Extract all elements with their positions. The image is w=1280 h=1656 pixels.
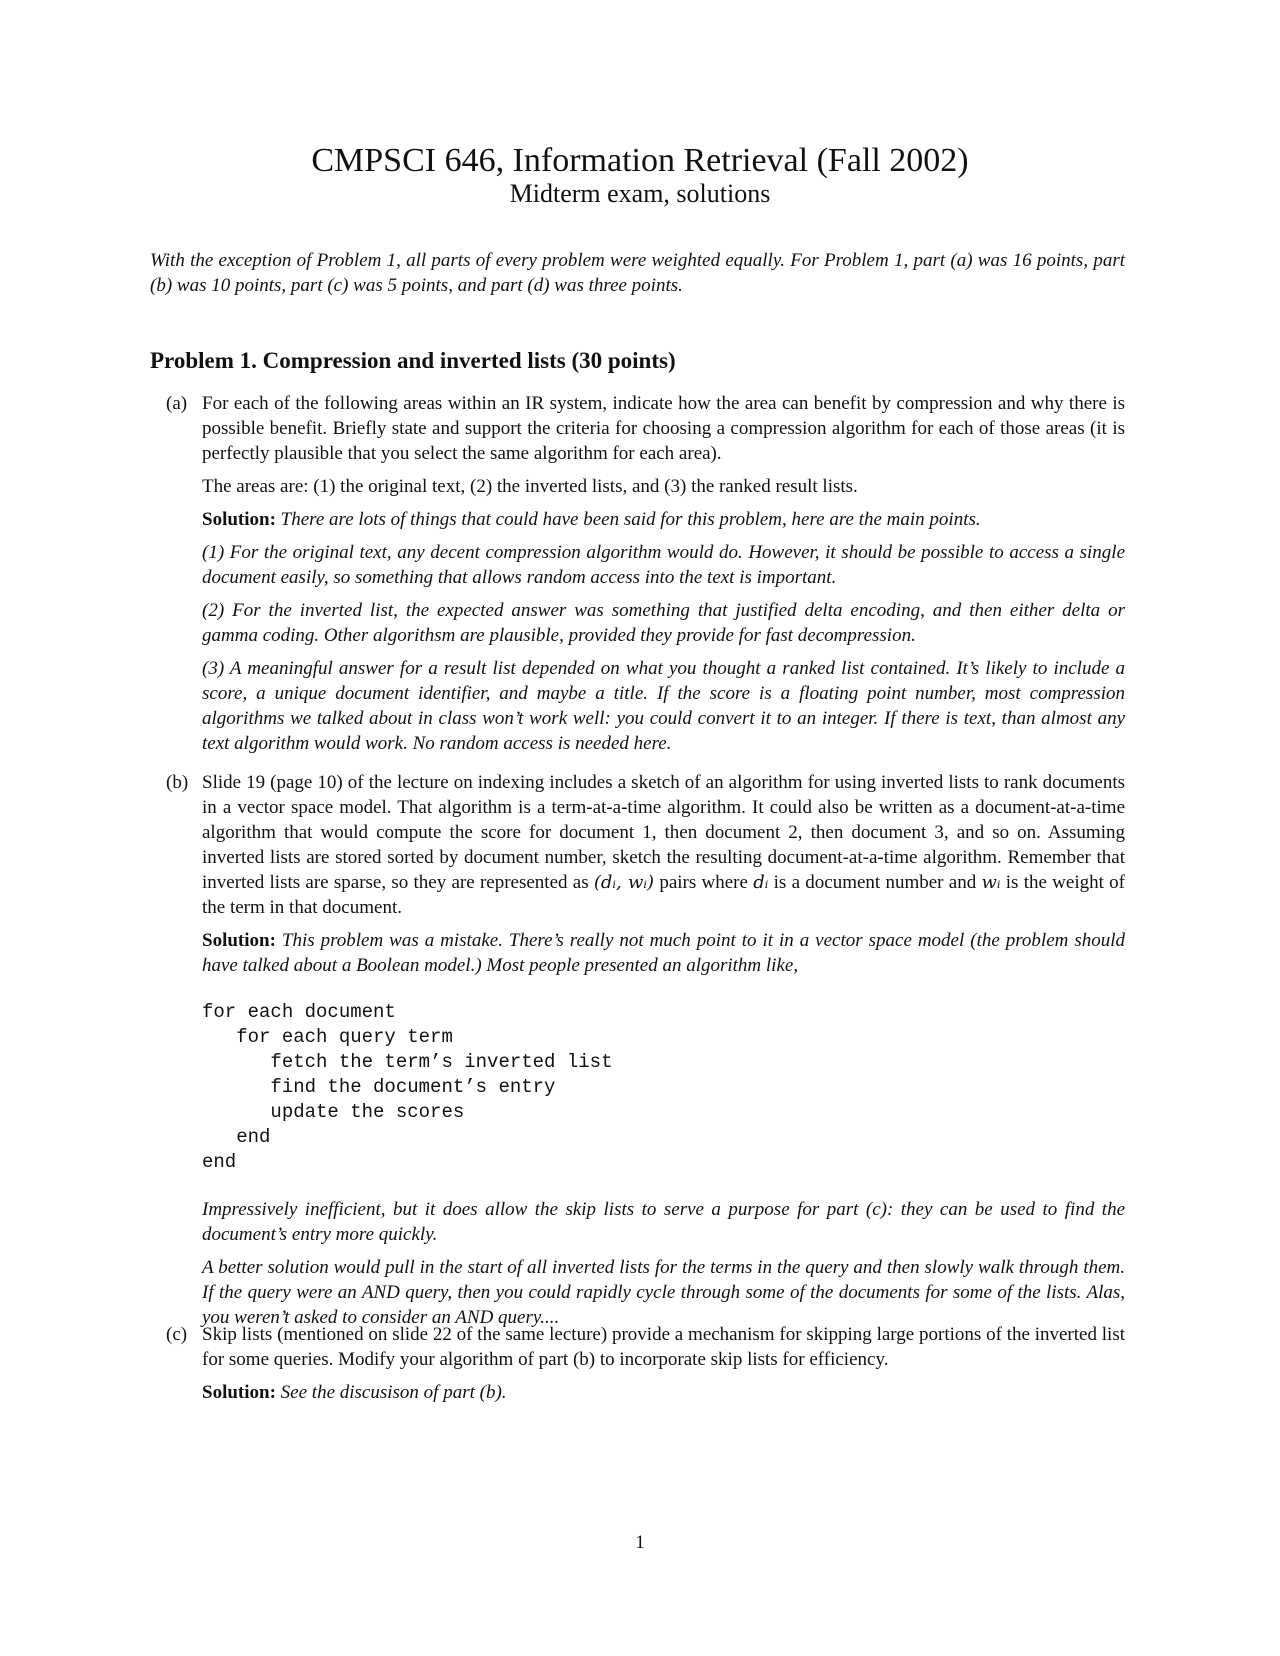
part-a xyxy=(166,391,1125,764)
part-c-label: (c) xyxy=(166,1324,188,1345)
part-c xyxy=(166,1322,1125,1413)
solution-point-2: (2) For the inverted list, the expected answer was something that justified delta encoding, and then either delta or gamma coding. Other algorithsm are plausible, provided they provide for fast decompression. xyxy=(202,600,1125,646)
solution-text: This problem was a mistake. There’s really not much point to it in a vector space model (the problem should have talked about a Boolean model.) Most people presented an algorithm like, xyxy=(202,930,1125,976)
math-w: wᵢ xyxy=(981,872,1001,893)
part-a-solution xyxy=(202,507,1125,532)
part-c-question: Skip lists (mentioned on slide 22 of the same lecture) provide a mechanism for skipping large portions of the inverted list for some queries. Modify your algorithm of part (b) to incorporate skip lists for efficiency. xyxy=(202,1324,1125,1370)
part-b-question-text-4: is the weight of the term in that document. xyxy=(202,872,1125,918)
math-d: dᵢ xyxy=(753,872,769,893)
part-b-question-text-2: pairs where xyxy=(659,872,748,893)
part-b-question-text-3: is a document number and xyxy=(773,872,977,893)
part-b-solution xyxy=(202,928,1125,978)
page-subtitle: Midterm exam, solutions xyxy=(509,179,771,208)
part-b xyxy=(166,770,1125,1338)
solution-label: Solution: xyxy=(202,509,276,530)
solution-label: Solution: xyxy=(202,1382,276,1403)
problem-1-heading: Problem 1. Compression and inverted lists (30 points) xyxy=(150,348,676,373)
algorithm-code-block: for each document for each query term fetch the term’s inverted list find the document’s entry update the scores end end xyxy=(202,1001,613,1173)
part-b-label: (b) xyxy=(166,772,189,793)
intro-paragraph: With the exception of Problem 1, all parts of every problem were weighted equally. For Problem 1, part (a) was 16 points, part (b) was 10 points, part (c) was 5 points, and part (d) was three points. xyxy=(150,250,1125,296)
part-a-question: For each of the following areas within an IR system, indicate how the area can benefit by compression and why there is possible benefit. Briefly state and support the criteria for choosing a compression algorithm for each of those areas (it is perfectly plausible that you select the same algorithm for each area). xyxy=(202,393,1125,464)
page-number: 1 xyxy=(635,1532,645,1553)
part-b-after-1: Impressively inefficient, but it does allow the skip lists to serve a purpose for part (c): they can be used to find the document’s entry more quickly. xyxy=(202,1199,1125,1245)
part-a-label: (a) xyxy=(166,393,188,414)
part-b-after-2: A better solution would pull in the start of all inverted lists for the terms in the query and then slowly walk through them. If the query were an AND query, then you could rapidly cycle through some of the documents for some of the lists. Alas, you weren’t asked to consider an AND query.... xyxy=(202,1257,1125,1328)
solution-label: Solution: xyxy=(202,930,276,951)
math-pair: (dᵢ, wᵢ) xyxy=(593,872,655,893)
part-c-solution xyxy=(202,1380,1125,1405)
page-title: CMPSCI 646, Information Retrieval (Fall 2002) xyxy=(311,142,969,179)
solution-text: See the discusison of part (b). xyxy=(280,1382,507,1403)
solution-intro: There are lots of things that could have been said for this problem, here are the main points. xyxy=(280,509,981,530)
part-b-question xyxy=(202,770,1125,920)
solution-point-3: (3) A meaningful answer for a result list depended on what you thought a ranked list contained. It’s likely to include a score, a unique document identifier, and maybe a title. If the score is a floating point number, most compression algorithms we talked about in class won’t work well: you could convert it to an integer. If there is text, than almost any text algorithm would work. No random access is needed here. xyxy=(202,658,1125,754)
part-b-question-text: Slide 19 (page 10) of the lecture on indexing includes a sketch of an algorithm for using inverted lists to rank documents in a vector space model. That algorithm is a term-at-a-time algorithm. It could also be written as a document-at-a-time algorithm that would compute the score for document 1, then document 2, then document 3, and so on. Assuming inverted lists are stored sorted by document number, sketch the resulting document-at-a-time algorithm. Remember that inverted lists are sparse, so they are represented as xyxy=(202,772,1125,893)
solution-point-1: (1) For the original text, any decent compression algorithm would do. However, it should be possible to access a single document easily, so something that allows random access into the text is important. xyxy=(202,542,1125,588)
part-a-areas: The areas are: (1) the original text, (2) the inverted lists, and (3) the ranked result lists. xyxy=(202,476,858,497)
